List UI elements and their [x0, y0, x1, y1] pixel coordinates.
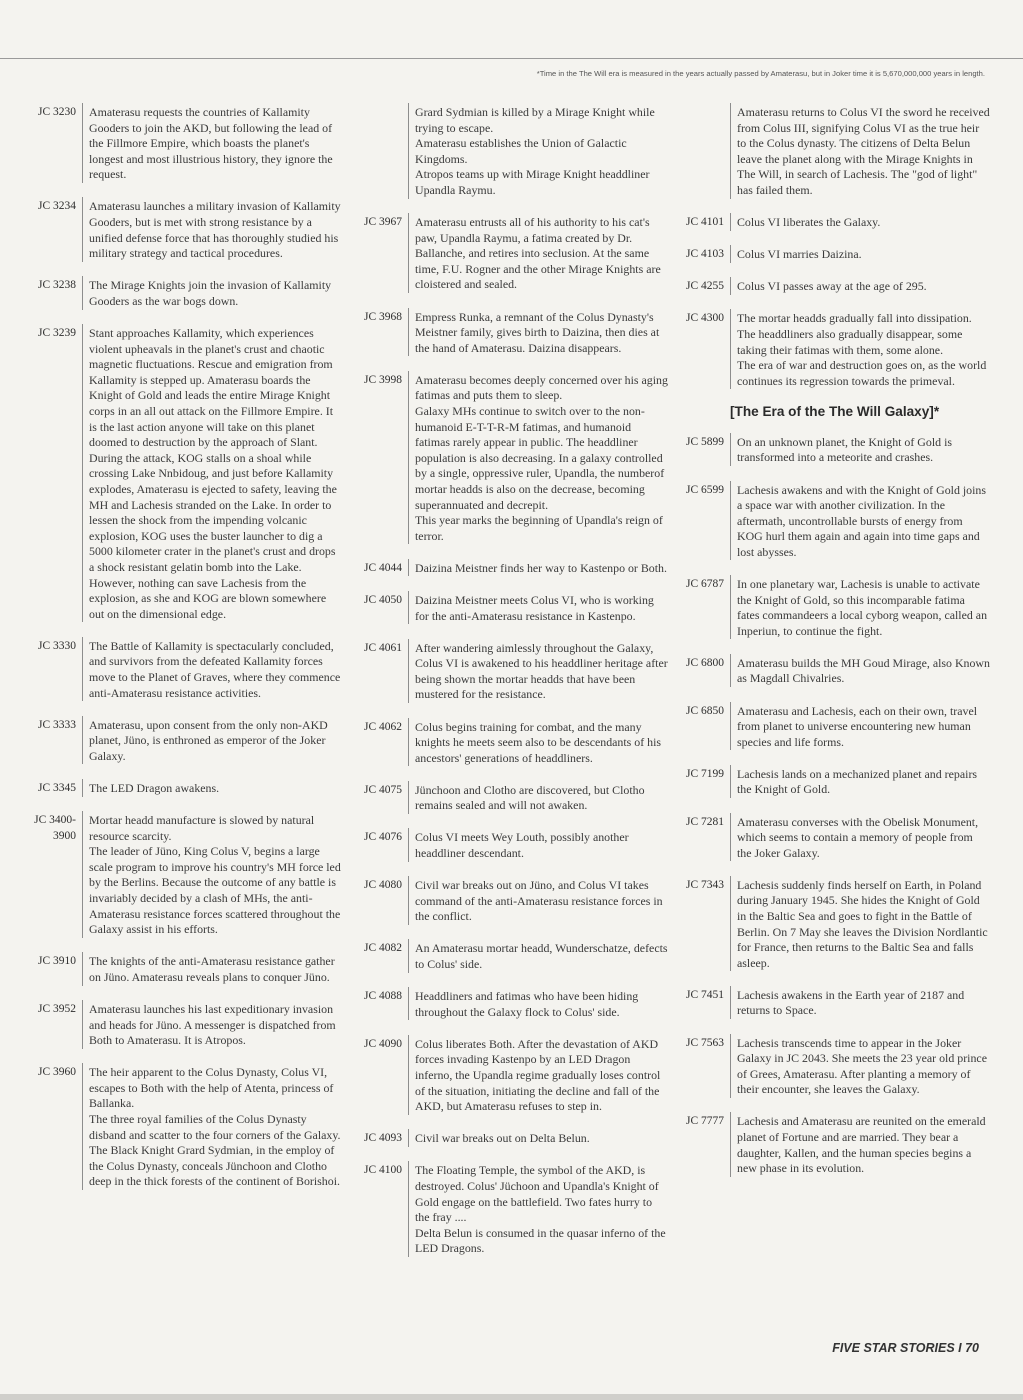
entry-date: JC 7281 [685, 815, 724, 828]
entry-date: JC 3330 [37, 639, 76, 652]
entry-date: JC 7343 [685, 878, 724, 891]
timeline-entry [672, 876, 990, 972]
entry-paragraph: The mortar headds gradually fall into dissipation. The headdliners also gradually disappear, some taking their fatimas with them, some alone. [737, 311, 972, 357]
entry-paragraph: In one planetary war, Lachesis is unable to activate the Knight of Gold, so this incomparable fatima fates commandeers a local cyborg weapon, called an Inperiun, to continue the fight. [737, 576, 988, 638]
entry-paragraph: Mortar headd manufacture is slowed by natural resource scarcity. [89, 813, 315, 843]
timeline-entry [672, 575, 990, 639]
timeline-entry [24, 1063, 342, 1190]
entry-paragraph: Lachesis transcends time to appear in the Joker Galaxy in JC 2043. She meets the 23 year old prince of Grees, Amaterasu. After planting a memory of their encounter, she leaves the Galaxy. [737, 1035, 987, 1097]
entry-paragraph: The Battle of Kallamity is spectacularly concluded, and survivors from the defeated Kallamity forces move to the Planet of Graves, where they commence anti-Amaterasu resistance activities. [89, 638, 341, 700]
entry-body [82, 811, 342, 938]
timeline-entry [672, 309, 990, 389]
entry-paragraph: Civil war breaks out on Delta Belun. [415, 1131, 590, 1146]
entry-paragraph: Lachesis awakens in the Earth year of 2187 and returns to Space. [737, 987, 965, 1018]
entry-date: JC 4076 [363, 831, 402, 844]
entry-body [82, 952, 342, 985]
entry-date: JC 4100 [363, 1164, 402, 1177]
entry-paragraph: The heir apparent to the Colus Dynasty, Colus VI, escapes to Both with the help of Atenta, princess of Ballanka. [89, 1065, 334, 1111]
timeline-entry [672, 986, 990, 1019]
entry-date: JC 3230 [37, 106, 76, 118]
timeline-entry [24, 779, 342, 797]
timeline-entry [672, 245, 990, 263]
entry-paragraph: Lachesis suddenly finds herself on Earth, in Poland during January 1945. She hides the Knight of Gold in the Baltic Sea and goes to fight in the Battle of Berlin. On 7 May she leaves the Division Nordlantic for France, then returns to the Baltic Sea and falls asleep. [737, 877, 988, 970]
timeline-entry [672, 654, 990, 687]
entry-date: JC 3234 [37, 200, 76, 213]
entry-body [730, 245, 990, 263]
timeline-entry [350, 1161, 668, 1257]
page-folio: FIVE STAR STORIES I 70 [832, 1341, 979, 1355]
entry-body [408, 639, 668, 703]
header-rule [0, 58, 1023, 59]
entry-body [408, 559, 668, 577]
timeline-entry [672, 1034, 990, 1098]
entry-date: JC 7199 [685, 767, 724, 780]
entry-paragraph: The era of war and destruction goes on, as the world continues its regression towards the primeval. [737, 358, 987, 388]
entry-paragraph: Galaxy MHs continue to switch over to the non-humanoid E-T-T-R-M fatimas, and humanoid fatimas rarely appear in public. The headdliner population is also decreasing. In a galaxy controlled by a single, oppressive ruler, Upandla, the numberof mortar headds is also on the decrease, becoming superannuated and decrepit. [415, 404, 665, 512]
entry-date: JC 7451 [685, 988, 724, 1001]
entry-paragraph: Civil war breaks out on Jüno, and Colus VI takes command of the anti-Amaterasu resistance forces in the conflict. [415, 878, 663, 924]
entry-date: JC 7777 [685, 1115, 724, 1128]
timeline-entry [350, 103, 668, 199]
entry-body [730, 654, 990, 687]
timeline-entry [350, 1129, 668, 1147]
timeline-entry [350, 371, 668, 545]
entry-body [730, 103, 990, 199]
timeline-entry [350, 781, 668, 814]
entry-paragraph: Colus VI marries Daizina. [737, 247, 862, 262]
timeline-entry [350, 828, 668, 861]
entry-date: JC 7563 [685, 1036, 724, 1049]
entry-date: JC 4082 [363, 942, 402, 955]
entry-date: JC 4044 [363, 561, 402, 574]
entry-date: JC 3238 [37, 279, 76, 292]
timeline-entry [350, 987, 668, 1020]
entry-paragraph: The three royal families of the Colus Dynasty disband and scatter to the four corners of the Galaxy. [89, 1112, 341, 1142]
entry-date: JC 3333 [37, 718, 76, 731]
entry-date: JC 3960 [37, 1066, 76, 1079]
timeline-entry [350, 308, 668, 357]
entry-body [730, 986, 990, 1019]
entry-paragraph: Amaterasu, upon consent from the only non-AKD planet, Jüno, is enthroned as emperor of the Joker Galaxy. [89, 717, 328, 763]
entry-body [408, 1161, 668, 1257]
entry-paragraph: Grard Sydmian is killed by a Mirage Knight while trying to escape. [415, 105, 655, 135]
entry-date: JC 5899 [685, 435, 724, 448]
entry-body [408, 308, 668, 357]
entry-paragraph: This year marks the beginning of Upandla's reign of terror. [415, 513, 663, 543]
entry-paragraph: Amaterasu converses with the Obelisk Monument, which seems to contain a memory of people from the Joker Galaxy. [737, 814, 979, 860]
entry-paragraph: Daizina Meistner meets Colus VI, who is working for the anti-Amaterasu resistance in Kastenpo. [415, 592, 654, 623]
entry-paragraph: Colus VI liberates the Galaxy. [737, 215, 881, 230]
entry-body [408, 828, 668, 861]
timeline-entry [350, 1035, 668, 1115]
entry-paragraph: Atropos teams up with Mirage Knight headdliner Upandla Raymu. [415, 167, 650, 197]
timeline-column-2 [350, 103, 668, 1271]
entry-body [82, 324, 342, 622]
entry-paragraph: An Amaterasu mortar headd, Wunderschatze, defects to Colus' side. [415, 941, 668, 972]
entry-paragraph: Colus liberates Both. After the devastation of AKD forces invading Kastenpo by an LED Dragon inferno, the Upandla regime gradually loses control of the situation, initiating the decline and fall of the AKD, but Amaterasu refuses to step in. [415, 1036, 661, 1114]
timeline-entry [24, 1000, 342, 1049]
timeline-entry [672, 702, 990, 751]
entry-body [408, 591, 668, 624]
entry-date: JC 3967 [363, 216, 402, 229]
entry-date: JC 4300 [685, 312, 724, 325]
entry-paragraph: Lachesis lands on a mechanized planet and repairs the Knight of Gold. [737, 766, 978, 797]
timeline-entry [350, 559, 668, 577]
entry-body [82, 637, 342, 701]
entry-paragraph: Empress Runka, a remnant of the Colus Dynasty's Meistner family, gives birth to Daizina, then dies at the hand of Amaterasu. Daizina disappears. [415, 309, 660, 355]
timeline-entry [672, 765, 990, 798]
entry-body [408, 718, 668, 767]
entry-date: JC 3239 [37, 327, 76, 340]
entry-body [730, 309, 990, 389]
entry-date: JC 3968 [363, 310, 402, 323]
entry-paragraph: The Mirage Knights join the invasion of Kallamity Gooders as the war bogs down. [89, 278, 332, 308]
entry-date: JC 4050 [363, 593, 402, 606]
timeline-entry [672, 213, 990, 231]
entry-body [82, 716, 342, 765]
entry-date: JC 4255 [685, 280, 724, 293]
entry-paragraph: The knights of the anti-Amaterasu resistance gather on Jüno. Amaterasu reveals plans to conquer Jüno. [89, 954, 335, 984]
entry-paragraph: Amaterasu requests the countries of Kallamity Gooders to join the AKD, but following the lead of the Fillmore Empire, which boasts the planet's longest and most illustrious history, they ignore the request. [89, 105, 333, 182]
entry-body [730, 277, 990, 295]
entry-date: JC 6599 [685, 483, 724, 496]
timeline-entry [24, 276, 342, 309]
entry-date: JC 6850 [685, 704, 724, 717]
entry-body [408, 939, 668, 972]
entry-paragraph: Colus VI passes away at the age of 295. [737, 279, 927, 294]
era-heading: [The Era of the The Will Galaxy]* [730, 403, 940, 419]
entry-paragraph: Colus begins training for combat, and the many knights he meets seem also to be descendants of his ancestors' generations of headdliners. [415, 719, 662, 765]
entry-body [730, 876, 990, 972]
timeline-entry [672, 1112, 990, 1176]
entry-body [408, 876, 668, 925]
entry-body [730, 433, 990, 466]
entry-body [730, 575, 990, 639]
entry-body [730, 481, 990, 561]
timeline-entry [350, 718, 668, 767]
timeline-entry [672, 813, 990, 862]
entry-date: JC 3345 [37, 781, 76, 794]
entry-paragraph: Amaterasu launches his last expeditionary invasion and heads for Jüno. A messenger is dispatched from Both to Amaterasu. It is Atropos. [89, 1002, 336, 1048]
entry-paragraph: Amaterasu launches a military invasion of Kallamity Gooders, but is met with strong resistance by a unified defense force that has thoroughly studied his military strategy and tactical procedures. [89, 199, 341, 261]
entry-paragraph: The Black Knight Grard Sydmian, in the employ of the Colus Dynasty, conceals Jünchoon and Clotho deep in the thick forests of the continent of Borishoi. [89, 1143, 340, 1189]
timeline-entry [350, 591, 668, 624]
entry-paragraph: The leader of Jüno, King Colus V, begins a large scale program to improve his country's MH force led by the Berlins. Because the outcome of any battle is invariably decided by a clash of MHs, the anti-Amaterasu resistance forces scattered throughout the Galaxy assist in his efforts. [89, 844, 341, 937]
entry-body [730, 702, 990, 751]
timeline-entry [350, 939, 668, 972]
entry-paragraph: Amaterasu returns to Colus VI the sword he received from Colus III, signifying Colus VI as the true heir to the Colus dynasty. The citizens of Delta Belun leave the planet along with the Mirage Knights in The Will, in search of Lachesis. The "god of light" has failed them. [737, 105, 990, 197]
entry-paragraph: Lachesis and Amaterasu are reunited on the emerald planet of Fortune and are married. They bear a daughter, Kallen, and the human species begins a new phase in its evolution. [737, 1114, 986, 1176]
timeline-entry [24, 952, 342, 985]
entry-paragraph: Lachesis awakens and with the Knight of Gold joins a space war with another civilization. In the aftermath, uncontrollable bursts of energy from KOG hurl them again and again into time gaps and lost abysses. [737, 482, 986, 559]
entry-date: JC 4062 [363, 720, 402, 733]
entry-body [82, 1000, 342, 1049]
timeline-entry [350, 213, 668, 293]
timeline-entry [24, 324, 342, 622]
entry-paragraph: Amaterasu entrusts all of his authority to his cat's paw, Upandla Raymu, a fatima created by Dr. Ballanche, and retires into seclusion. At the same time, F.U. Rogner and the other Mirage Knights are cloistered and sealed. [415, 215, 661, 292]
entry-body [82, 779, 342, 797]
entry-body [730, 213, 990, 231]
entry-body [408, 103, 668, 199]
entry-date: JC 4103 [685, 248, 724, 261]
entry-body [730, 1034, 990, 1098]
entry-date: JC 4080 [363, 879, 402, 892]
entry-body [408, 1035, 668, 1115]
entry-body [82, 1063, 342, 1190]
timeline-entry [350, 876, 668, 925]
entry-date: JC 6800 [685, 656, 724, 669]
entry-date: JC 4061 [363, 641, 402, 654]
entry-paragraph: Jünchoon and Clotho are discovered, but Clotho remains sealed and will not awaken. [415, 782, 645, 813]
entry-date: JC 3910 [37, 955, 76, 968]
entry-date [672, 103, 730, 105]
entry-paragraph: After wandering aimlessly throughout the Galaxy, Colus VI is awakened to his headdliner heritage after being shown the mortar headds that have been mustered for the resistance. [415, 640, 668, 702]
timeline-entry [350, 639, 668, 703]
entry-paragraph: Amaterasu and Lachesis, each on their own, travel from planet to universe encountering new human species and life forms. [737, 703, 978, 749]
entry-body [408, 781, 668, 814]
entry-body [730, 1112, 990, 1176]
footnote: *Time in the The Will era is measured in the years actually passed by Amaterasu, but in Joker time it is 5,670,000,000 years in length. [536, 69, 985, 78]
timeline-entry [672, 277, 990, 295]
entry-paragraph: Colus VI meets Wey Louth, possibly another headdliner descendant. [415, 830, 629, 861]
entry-date: JC 3998 [363, 373, 402, 386]
entry-date [350, 103, 408, 105]
entry-body [82, 276, 342, 309]
entry-paragraph: Amaterasu establishes the Union of Galactic Kingdoms. [415, 136, 627, 166]
timeline-entry [672, 481, 990, 561]
entry-date: JC 4088 [363, 990, 402, 1003]
entry-body [408, 987, 668, 1020]
entry-paragraph: The Floating Temple, the symbol of the AKD, is destroyed. Colus' Jüchoon and Upandla's Knight of Gold engage on the battlefield. Two fates hurry to the fray .... [415, 1163, 659, 1225]
timeline-column-1 [24, 103, 342, 1205]
timeline-column-3 [672, 103, 990, 1191]
entry-date: JC 4101 [685, 216, 724, 229]
entry-body [730, 813, 990, 862]
timeline-entry [672, 433, 990, 466]
timeline-entry [24, 716, 342, 765]
entry-paragraph: Delta Belun is consumed in the quasar inferno of the LED Dragons. [415, 1225, 666, 1256]
entry-date: JC 3400- 3900 [34, 814, 76, 842]
timeline-entry [24, 637, 342, 701]
entry-date: JC 3952 [37, 1003, 76, 1015]
entry-body [408, 213, 668, 293]
entry-date: JC 6787 [685, 577, 724, 590]
entry-paragraph: Daizina Meistner finds her way to Kastenpo or Both. [415, 560, 667, 575]
entry-paragraph: Amaterasu becomes deeply concerned over his aging fatimas and puts them to sleep. [415, 372, 668, 403]
timeline-entry [24, 103, 342, 183]
entry-date: JC 4090 [363, 1037, 402, 1050]
entry-paragraph: Stant approaches Kallamity, which experiences violent upheavals in the planet's crust and chaotic magnetic fluctuations. Rescue and emigration from Kallamity is stepped up. Amaterasu boards the Knight of Gold and leads the entire Mirage Knight corps in an all out attack on the Fillmore Empire. It is the last action anyone will take on this planet doomed to destruction by the approach of Slant. During the attack, KOG stalls on a shoal while crossing Lake Nnbidoug, and just before Kallamity explodes, Amaterasu is ejected to safety, leaving the MH and Lachesis stranded on the Lake. In order to lessen the shock from the impending volcanic explosion, KOG uses the buster launcher to dig a 5000 kilometer crater in the planet's crust and drops a shock resistant gelatin bomb into the Lake. However, nothing can save Lachesis from the explosion, as she and KOG are blown somewhere out on the dimensional edge. [89, 326, 337, 621]
timeline-entry [24, 811, 342, 938]
entry-body [408, 371, 668, 545]
timeline-entry [672, 103, 990, 199]
entry-paragraph: Headdliners and fatimas who have been hiding throughout the Galaxy flock to Colus' side. [415, 989, 639, 1019]
entry-body [408, 1129, 668, 1147]
entry-body [82, 103, 342, 183]
entry-paragraph: On an unknown planet, the Knight of Gold is transformed into a meteorite and crashes. [737, 434, 952, 465]
entry-date: JC 4075 [363, 783, 402, 796]
timeline-entry [24, 197, 342, 261]
scan-edge [0, 1394, 1023, 1400]
entry-paragraph: The LED Dragon awakens. [89, 780, 220, 795]
entry-paragraph: Amaterasu builds the MH Goud Mirage, also Known as Magdall Chivalries. [737, 655, 990, 686]
entry-body [730, 765, 990, 798]
entry-date: JC 4093 [363, 1132, 402, 1145]
entry-body [82, 197, 342, 261]
